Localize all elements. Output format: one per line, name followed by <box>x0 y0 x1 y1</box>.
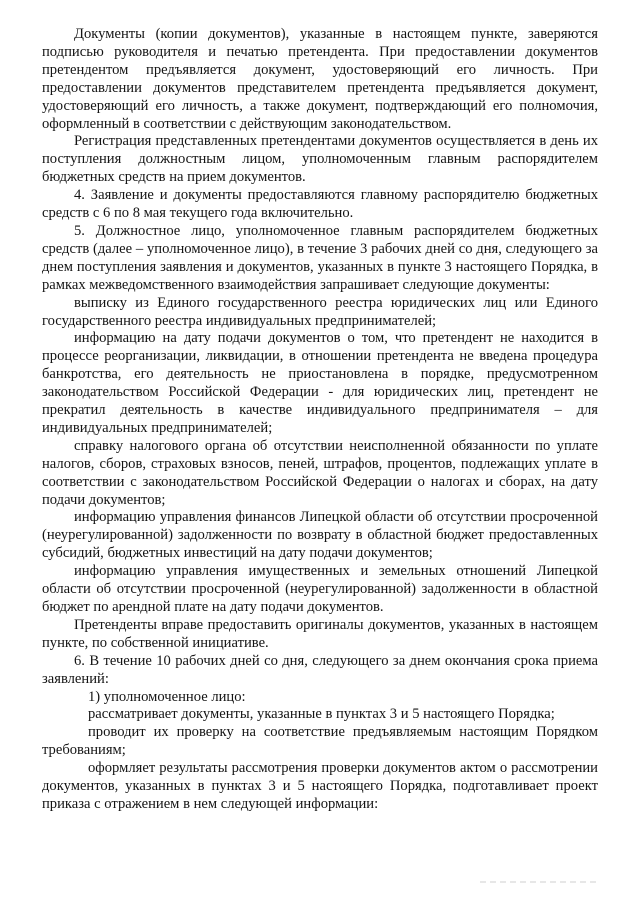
paragraph-item-4: 4. Заявление и документы предоставляются главному распорядителю бюджетных средств с 6 по 8 мая текущего года включительно. <box>42 187 598 222</box>
paragraph-checks-documents: проводит их проверку на соответствие предъявляемым настоящим Порядком требованиям; <box>42 724 598 759</box>
paragraph-item-6: 6. В течение 10 рабочих дней со дня, следующего за днем окончания срока приема заявлений: <box>42 652 598 687</box>
paragraph-tax-certificate: справку налогового органа об отсутствии неисполненной обязанности по уплате налогов, сборов, страховых взносов, пеней, штрафов, процентов, подлежащих уплате в соответствии с законодательством Российской Федерации о налогах и сборах, на дату подачи документов; <box>42 437 598 508</box>
paragraph-authorized-person: 1) уполномоченное лицо: <box>88 688 246 705</box>
paragraph-registry-extract: выписку из Единого государственного реестра юридических лиц или Единого государственного реестра индивидуальных предпринимателей; <box>42 294 598 329</box>
document-page <box>42 26 598 814</box>
paragraph-item-5: 5. Должностное лицо, уполномоченное главным распорядителем бюджетных средств (далее – уполномоченное лицо), в течение 3 рабочих дней со дня, следующего за днем поступления заявления и документов, указанных в пункте 3 настоящего Порядка, в рамках межведомственного взаимодействия запрашивает следующие документы: <box>42 222 598 293</box>
paragraph-originals: Претенденты вправе предоставить оригиналы документов, указанных в настоящем пункте, по собственной инициативе. <box>42 616 598 651</box>
paragraph-documents-certification: Документы (копии документов), указанные в настоящем пункте, заверяются подписью руководителя и печатью претендента. При предоставлении документов претендентом предъявляется документ, удостоверяющий его личность. При предоставлении документов представителем претендента предъявляется документ, удостоверяющий его личность, а также документ, подтверждающий его полномочия, оформленный в соответствии с действующим законодательством. <box>42 26 598 132</box>
paragraph-draws-up-act: оформляет результаты рассмотрения проверки документов актом о рассмотрении документов, указанных в пунктах 3 и 5 настоящего Порядка, подготавливает проект приказа с отражением в нем следующей информации: <box>42 760 598 812</box>
paragraph-reorganization-info: информацию на дату подачи документов о том, что претендент не находится в процессе реорганизации, ликвидации, в отношении претендента не введена процедура банкротства, его деятельность не приостановлена в порядке, предусмотренном законодательством Российской Федерации - для юридических лиц, претендент не прекратил деятельность в качестве индивидуального предпринимателя – для индивидуальных предпринимателей; <box>42 330 598 436</box>
paragraph-registration: Регистрация представленных претендентами документов осуществляется в день их поступления должностным лицом, уполномоченным главным распорядителем бюджетных средств на прием документов. <box>42 133 598 186</box>
scan-artifact <box>480 881 600 883</box>
paragraph-finance-info: информацию управления финансов Липецкой области об отсутствии просроченной (неурегулированной) задолженности по возврату в областной бюджет предоставленных субсидий, бюджетных инвестиций на дату подачи документов; <box>42 509 598 562</box>
paragraph-reviews-documents: рассматривает документы, указанные в пунктах 3 и 5 настоящего Порядка; <box>88 706 555 723</box>
paragraph-property-info: информацию управления имущественных и земельных отношений Липецкой области об отсутствии просроченной (неурегулированной) задолженности в областной бюджет по арендной плате на дату подачи документов. <box>42 563 598 615</box>
